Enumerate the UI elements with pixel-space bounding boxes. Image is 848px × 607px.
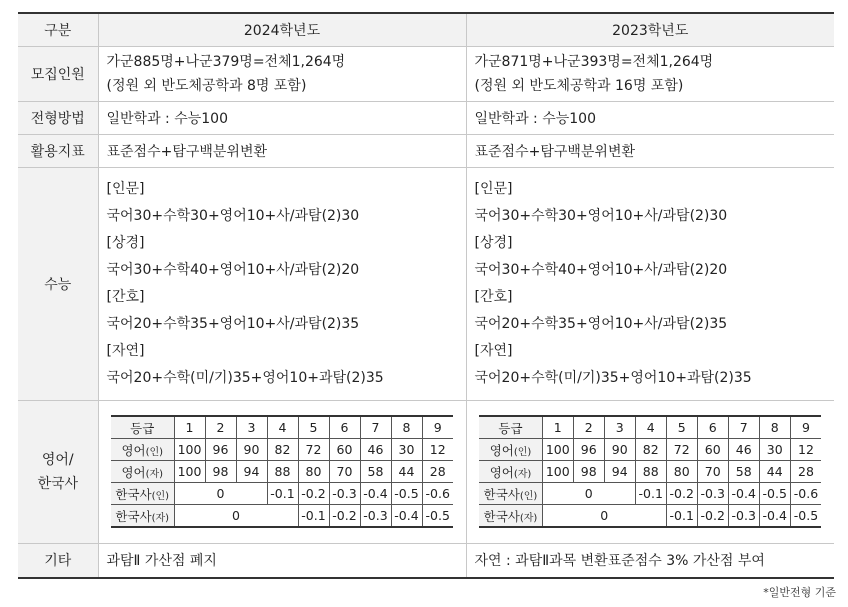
grade-cell: 8 bbox=[391, 416, 422, 439]
score-cell: -0.4 bbox=[759, 505, 790, 528]
score-cell: -0.5 bbox=[422, 505, 453, 528]
score-cell: -0.5 bbox=[391, 483, 422, 505]
score-cell: -0.6 bbox=[790, 483, 821, 505]
row-label bbox=[479, 461, 542, 483]
header-2023: 2023학년도 bbox=[466, 13, 834, 46]
score-cell: 58 bbox=[728, 461, 759, 483]
score-cell: -0.3 bbox=[697, 483, 728, 505]
score-cell: 80 bbox=[666, 461, 697, 483]
grade-cell: 1 bbox=[174, 416, 205, 439]
grade-cell: 6 bbox=[329, 416, 360, 439]
english-in-row bbox=[479, 439, 821, 461]
score-cell: 12 bbox=[790, 439, 821, 461]
index-row bbox=[18, 134, 834, 167]
row-name: 영어 bbox=[121, 464, 146, 480]
score-cell: 0 bbox=[542, 483, 635, 505]
score-cell: 98 bbox=[205, 461, 236, 483]
score-cell: 88 bbox=[267, 461, 298, 483]
recruit-2023 bbox=[466, 46, 834, 101]
grade-cell: 6 bbox=[697, 416, 728, 439]
track-title: [상경] bbox=[106, 234, 145, 251]
score-cell: 98 bbox=[573, 461, 604, 483]
row-name: 영어 bbox=[489, 442, 514, 458]
row-suffix: (자) bbox=[151, 512, 170, 524]
grade-cell: 7 bbox=[728, 416, 759, 439]
header-category: 구분 bbox=[18, 13, 98, 46]
recruit-row bbox=[18, 46, 834, 101]
row-label bbox=[479, 483, 542, 505]
row-name: 한국사 bbox=[115, 508, 152, 524]
track-title: [인문] bbox=[106, 180, 145, 197]
header-row bbox=[18, 13, 834, 46]
row-name: 영어 bbox=[121, 442, 146, 458]
english-ja-row bbox=[111, 461, 453, 483]
score-cell: -0.3 bbox=[728, 505, 759, 528]
index-label: 활용지표 bbox=[18, 134, 98, 167]
score-cell: 60 bbox=[697, 439, 728, 461]
score-cell: 82 bbox=[635, 439, 666, 461]
score-cell: 80 bbox=[298, 461, 329, 483]
score-cell: -0.2 bbox=[666, 483, 697, 505]
row-label bbox=[111, 461, 174, 483]
history-ja-row bbox=[111, 505, 453, 528]
score-cell: 100 bbox=[542, 439, 573, 461]
row-label bbox=[479, 439, 542, 461]
row-name: 한국사 bbox=[115, 486, 152, 502]
score-cell: -0.5 bbox=[759, 483, 790, 505]
header-2024: 2024학년도 bbox=[98, 13, 466, 46]
suneung-label: 수능 bbox=[18, 167, 98, 400]
method-label: 전형방법 bbox=[18, 101, 98, 134]
method-2023: 일반학과 : 수능100 bbox=[466, 101, 834, 134]
suneung-row bbox=[18, 167, 834, 400]
score-cell: -0.6 bbox=[422, 483, 453, 505]
row-label bbox=[479, 505, 542, 528]
score-cell: 46 bbox=[360, 439, 391, 461]
score-cell: -0.1 bbox=[267, 483, 298, 505]
grade-cell: 2 bbox=[205, 416, 236, 439]
label-line1: 영어/ bbox=[41, 451, 74, 468]
suneung-2024 bbox=[98, 167, 466, 400]
row-suffix: (인) bbox=[519, 490, 538, 502]
score-cell: 0 bbox=[542, 505, 666, 528]
track-title: [간호] bbox=[474, 288, 513, 305]
grade-cell: 4 bbox=[267, 416, 298, 439]
index-2023: 표준점수+탐구백분위변환 bbox=[466, 134, 834, 167]
history-in-row bbox=[111, 483, 453, 505]
grade-label: 등급 bbox=[111, 416, 174, 439]
row-name: 영어 bbox=[489, 464, 514, 480]
score-cell: 12 bbox=[422, 439, 453, 461]
score-cell: 82 bbox=[267, 439, 298, 461]
track-formula: 국어30+수학30+영어10+사/과탐(2)30 bbox=[474, 207, 728, 224]
english-history-label bbox=[18, 400, 98, 543]
track-formula: 국어30+수학40+영어10+사/과탐(2)20 bbox=[474, 261, 728, 278]
grade-header-row bbox=[111, 416, 453, 439]
etc-row bbox=[18, 543, 834, 578]
recruit-2023-line2: (정원 외 반도체공학과 16명 포함) bbox=[474, 77, 684, 94]
row-label bbox=[111, 505, 174, 528]
grade-cell: 9 bbox=[790, 416, 821, 439]
track-title: [간호] bbox=[106, 288, 145, 305]
grade-table-2024 bbox=[111, 415, 453, 528]
score-cell: 100 bbox=[174, 439, 205, 461]
score-cell: -0.3 bbox=[329, 483, 360, 505]
score-cell: -0.4 bbox=[728, 483, 759, 505]
etc-2023: 자연 : 과탐Ⅱ과목 변환표준점수 3% 가산점 부여 bbox=[466, 543, 834, 578]
score-cell: 30 bbox=[391, 439, 422, 461]
grade-table-2023 bbox=[479, 415, 821, 528]
score-cell: -0.2 bbox=[329, 505, 360, 528]
method-2024: 일반학과 : 수능100 bbox=[98, 101, 466, 134]
recruit-2024-line2: (정원 외 반도체공학과 8명 포함) bbox=[106, 77, 307, 94]
score-cell: 94 bbox=[604, 461, 635, 483]
english-2023 bbox=[466, 400, 834, 543]
score-cell: 44 bbox=[759, 461, 790, 483]
score-cell: -0.2 bbox=[298, 483, 329, 505]
comparison-table bbox=[18, 12, 834, 579]
score-cell: 58 bbox=[360, 461, 391, 483]
grade-cell: 9 bbox=[422, 416, 453, 439]
grade-cell: 3 bbox=[604, 416, 635, 439]
row-name: 한국사 bbox=[483, 508, 520, 524]
track-formula: 국어20+수학35+영어10+사/과탐(2)35 bbox=[106, 315, 360, 332]
score-cell: -0.2 bbox=[697, 505, 728, 528]
score-cell: -0.1 bbox=[635, 483, 666, 505]
score-cell: 44 bbox=[391, 461, 422, 483]
english-ja-row bbox=[479, 461, 821, 483]
grade-cell: 8 bbox=[759, 416, 790, 439]
score-cell: 90 bbox=[236, 439, 267, 461]
label-line2: 한국사 bbox=[37, 475, 79, 492]
score-cell: 60 bbox=[329, 439, 360, 461]
track-formula: 국어20+수학35+영어10+사/과탐(2)35 bbox=[474, 315, 728, 332]
english-history-row bbox=[18, 400, 834, 543]
row-suffix: (인) bbox=[151, 490, 170, 502]
row-name: 한국사 bbox=[483, 486, 520, 502]
suneung-2023 bbox=[466, 167, 834, 400]
recruit-2024 bbox=[98, 46, 466, 101]
grade-cell: 3 bbox=[236, 416, 267, 439]
track-formula: 국어20+수학(미/기)35+영어10+과탐(2)35 bbox=[474, 369, 752, 386]
recruit-2023-line1: 가군871명+나군393명=전체1,264명 bbox=[474, 53, 714, 70]
score-cell: 94 bbox=[236, 461, 267, 483]
grade-label: 등급 bbox=[479, 416, 542, 439]
footnote: *일반전형 기준 bbox=[763, 586, 836, 599]
score-cell: 70 bbox=[697, 461, 728, 483]
recruit-label: 모집인원 bbox=[18, 46, 98, 101]
row-suffix: (자) bbox=[513, 468, 532, 480]
score-cell: -0.4 bbox=[391, 505, 422, 528]
track-title: [자연] bbox=[474, 342, 513, 359]
history-in-row bbox=[479, 483, 821, 505]
score-cell: 0 bbox=[174, 505, 298, 528]
score-cell: 96 bbox=[573, 439, 604, 461]
score-cell: 100 bbox=[174, 461, 205, 483]
grade-cell: 7 bbox=[360, 416, 391, 439]
score-cell: 28 bbox=[422, 461, 453, 483]
etc-2024: 과탐Ⅱ 가산점 폐지 bbox=[98, 543, 466, 578]
score-cell: 28 bbox=[790, 461, 821, 483]
score-cell: 100 bbox=[542, 461, 573, 483]
score-cell: 72 bbox=[666, 439, 697, 461]
track-formula: 국어20+수학(미/기)35+영어10+과탐(2)35 bbox=[106, 369, 384, 386]
score-cell: -0.3 bbox=[360, 505, 391, 528]
grade-header-row bbox=[479, 416, 821, 439]
score-cell: 70 bbox=[329, 461, 360, 483]
english-in-row bbox=[111, 439, 453, 461]
english-2024 bbox=[98, 400, 466, 543]
score-cell: -0.4 bbox=[360, 483, 391, 505]
recruit-2024-line1: 가군885명+나군379명=전체1,264명 bbox=[106, 53, 346, 70]
track-formula: 국어30+수학30+영어10+사/과탐(2)30 bbox=[106, 207, 360, 224]
score-cell: 30 bbox=[759, 439, 790, 461]
score-cell: 88 bbox=[635, 461, 666, 483]
track-title: [상경] bbox=[474, 234, 513, 251]
etc-label: 기타 bbox=[18, 543, 98, 578]
row-suffix: (자) bbox=[519, 512, 538, 524]
grade-cell: 2 bbox=[573, 416, 604, 439]
row-label bbox=[111, 439, 174, 461]
grade-cell: 5 bbox=[666, 416, 697, 439]
grade-cell: 1 bbox=[542, 416, 573, 439]
track-title: [자연] bbox=[106, 342, 145, 359]
row-suffix: (인) bbox=[145, 446, 164, 458]
score-cell: 72 bbox=[298, 439, 329, 461]
score-cell: -0.1 bbox=[298, 505, 329, 528]
row-suffix: (자) bbox=[145, 468, 164, 480]
score-cell: -0.5 bbox=[790, 505, 821, 528]
index-2024: 표준점수+탐구백분위변환 bbox=[98, 134, 466, 167]
grade-cell: 5 bbox=[298, 416, 329, 439]
row-label bbox=[111, 483, 174, 505]
score-cell: 90 bbox=[604, 439, 635, 461]
score-cell: 0 bbox=[174, 483, 267, 505]
row-suffix: (인) bbox=[513, 446, 532, 458]
score-cell: -0.1 bbox=[666, 505, 697, 528]
method-row bbox=[18, 101, 834, 134]
score-cell: 46 bbox=[728, 439, 759, 461]
history-ja-row bbox=[479, 505, 821, 528]
track-formula: 국어30+수학40+영어10+사/과탐(2)20 bbox=[106, 261, 360, 278]
grade-cell: 4 bbox=[635, 416, 666, 439]
track-title: [인문] bbox=[474, 180, 513, 197]
score-cell: 96 bbox=[205, 439, 236, 461]
